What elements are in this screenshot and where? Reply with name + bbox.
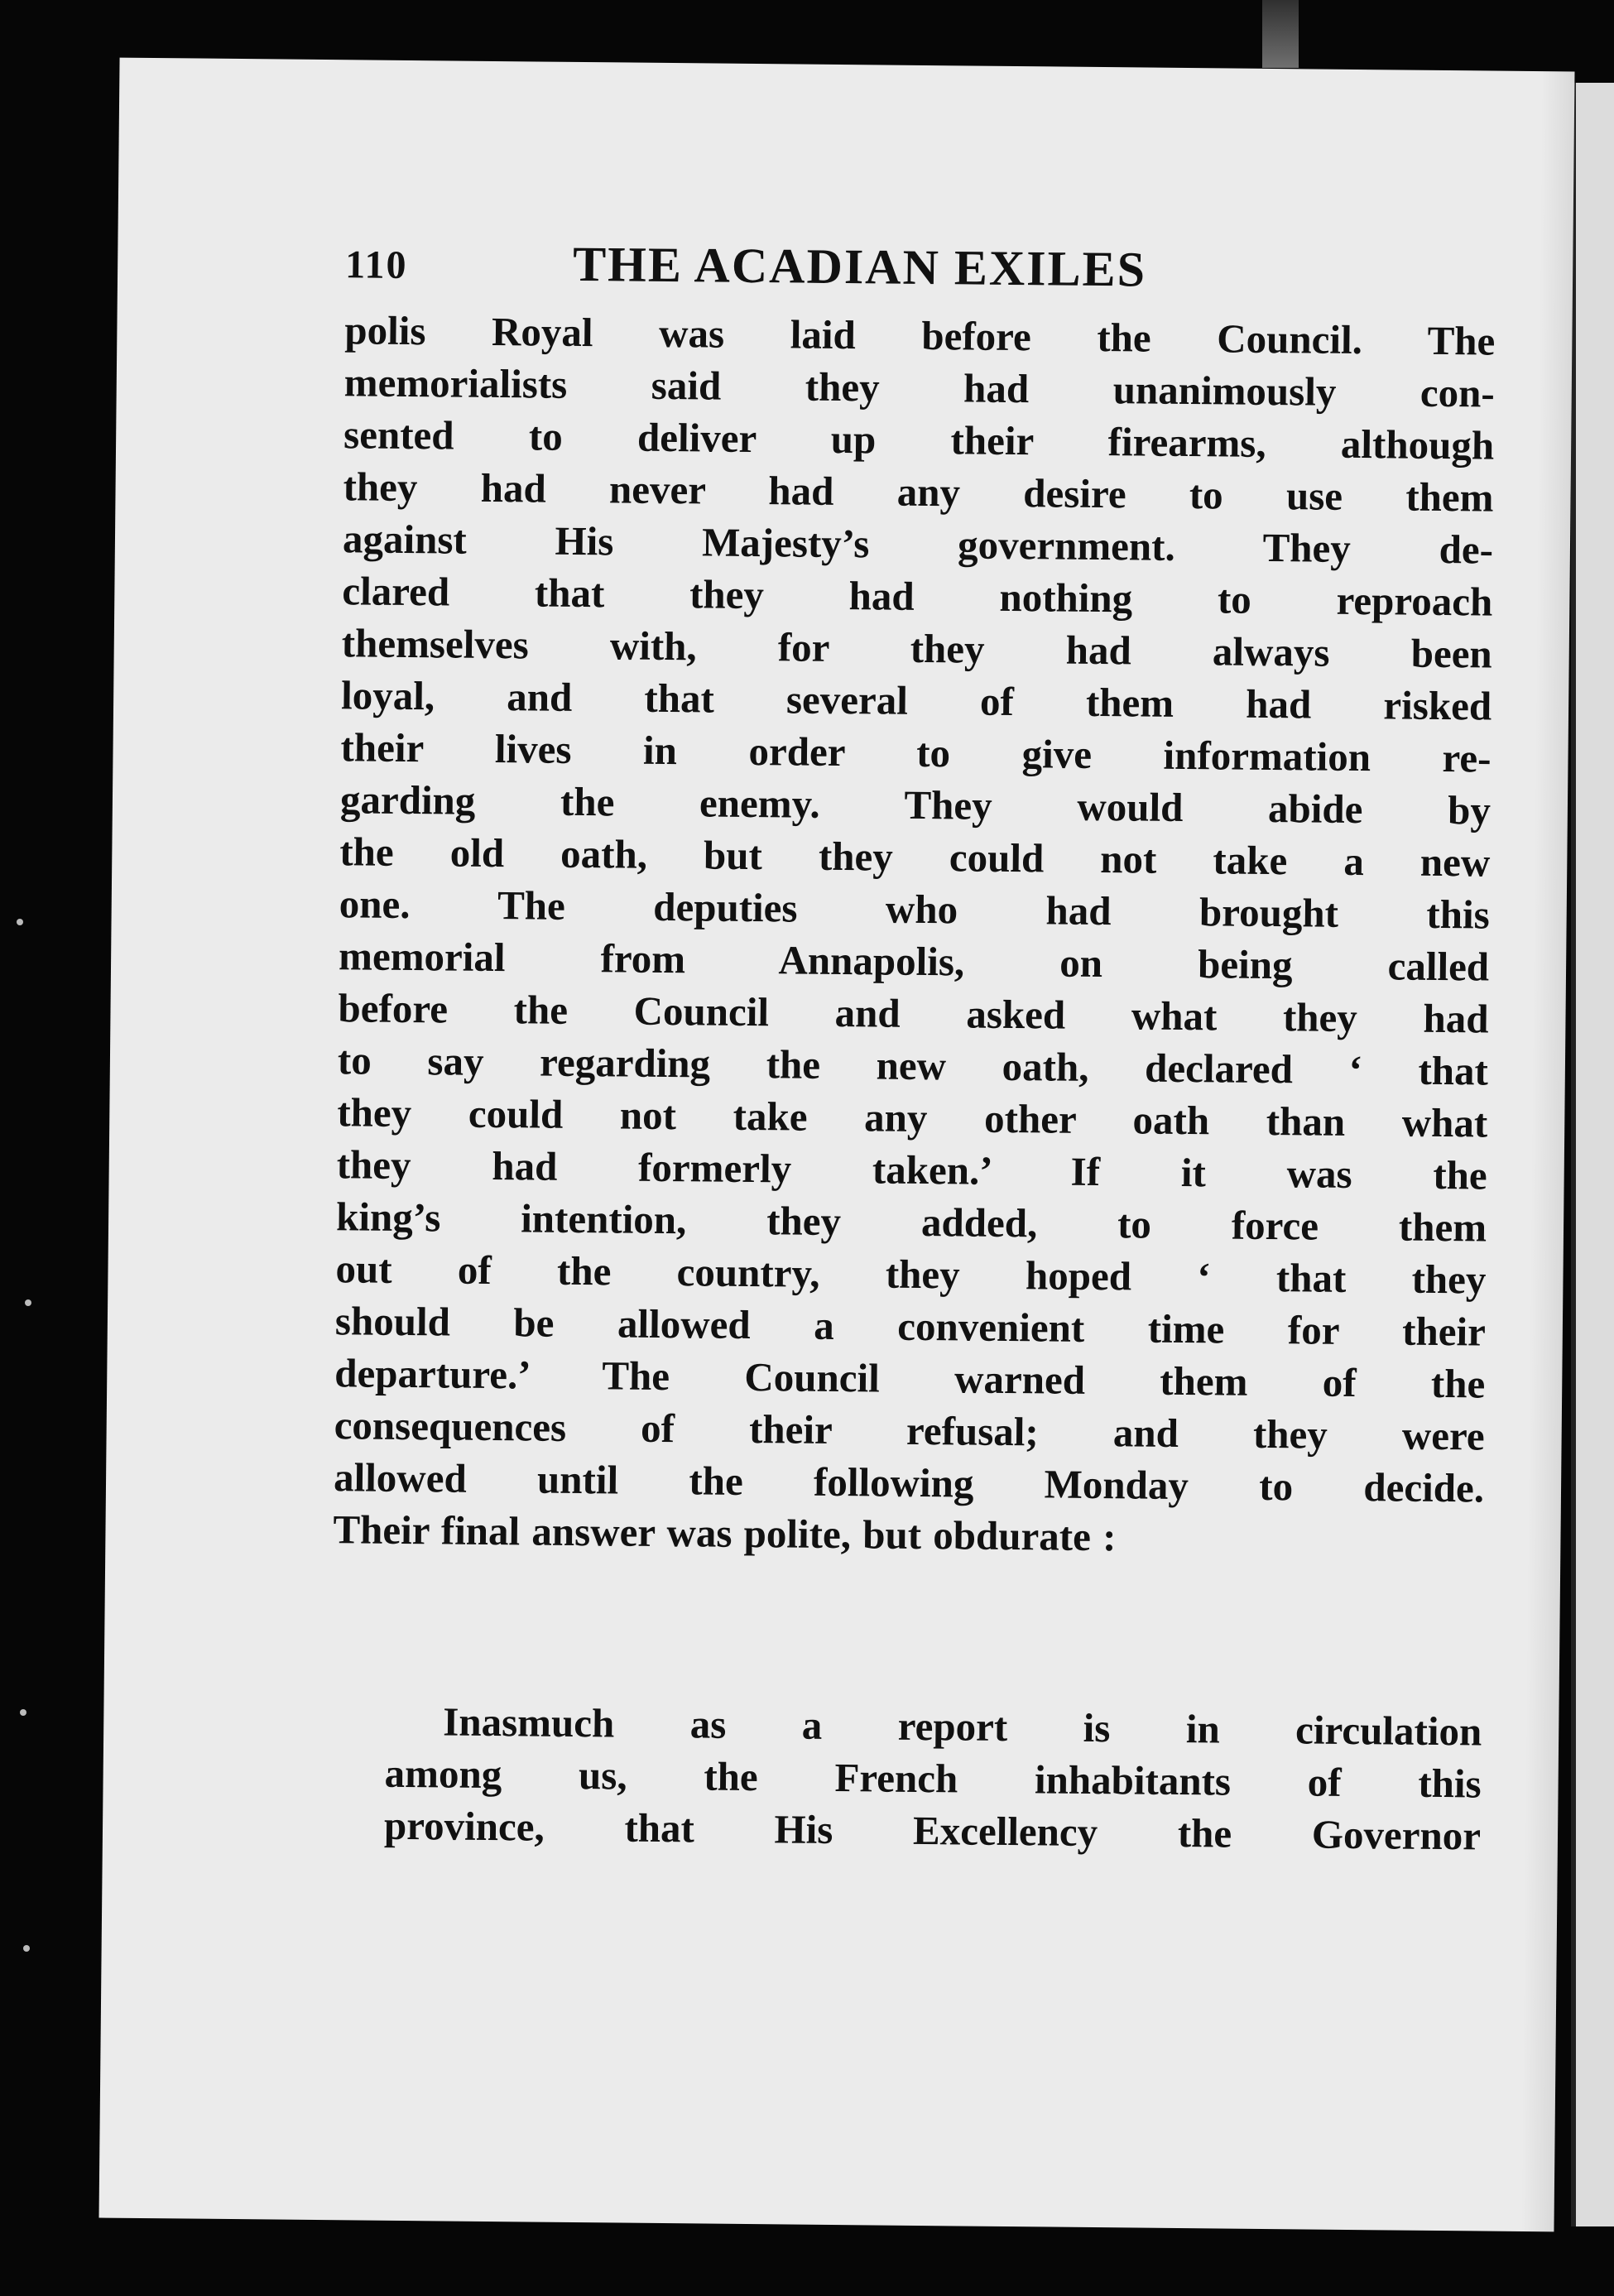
- scan-speck: [20, 1709, 26, 1716]
- scan-speck: [25, 1299, 31, 1306]
- text-line: one. The deputies who had brought this: [339, 881, 1490, 938]
- text-line: loyal, and that several of them had risked: [340, 672, 1492, 729]
- text-line: Their final answer was polite, but obdurate :: [333, 1506, 1117, 1560]
- text-line: they had never had any desire to use them: [343, 464, 1494, 521]
- text-line: out of the country, they hoped ‘ that they: [335, 1246, 1487, 1303]
- text-line: before the Council and asked what they had: [338, 985, 1489, 1042]
- text-line: consequences of their refusal; and they were: [334, 1402, 1485, 1459]
- text-line: sented to deliver up their firearms, although: [343, 411, 1495, 468]
- text-line: they had formerly taken.’ If it was the: [336, 1141, 1487, 1198]
- quote-line: province, that His Excellency the Governor: [383, 1802, 1482, 1859]
- scan-speck: [17, 919, 23, 925]
- block-quote: [384, 1695, 1482, 1862]
- body-paragraph: [333, 304, 1495, 1566]
- quote-line: among us, the French inhabitants of this: [384, 1750, 1482, 1807]
- text-line: departure.’ The Council warned them of the: [334, 1350, 1486, 1407]
- quote-line: Inasmuch as a report is in circulation: [443, 1698, 1482, 1755]
- book-title: THE ACADIAN EXILES: [572, 236, 1147, 297]
- text-line: should be allowed a convenient time for their: [334, 1298, 1487, 1355]
- text-line: their lives in order to give information re-: [340, 724, 1492, 781]
- scan-artifact: [1262, 0, 1299, 68]
- text-line: memorialists said they had unanimously con-: [343, 359, 1496, 416]
- running-head: [345, 233, 1331, 309]
- text-line: polis Royal was laid before the Council. The: [344, 307, 1496, 364]
- text-line: clared that they had nothing to reproach: [342, 568, 1493, 625]
- text-line: they could not take any other oath than what: [337, 1089, 1488, 1146]
- text-line: king’s intention, they added, to force them: [335, 1194, 1487, 1251]
- text-line: memorial from Annapolis, on being called: [338, 933, 1490, 990]
- text-line: to say regarding the new oath, declared ‘ that: [337, 1037, 1489, 1094]
- text-line: the old oath, but they could not take a new: [339, 829, 1491, 886]
- facing-page-edge: [1571, 83, 1614, 2226]
- text-line: against His Majesty’s government. They de-: [342, 516, 1494, 573]
- page-number: 110: [344, 243, 408, 287]
- scan-speck: [23, 1945, 30, 1952]
- text-line: garding the enemy. They would abide by: [339, 776, 1492, 833]
- text-line: themselves with, for they had always been: [341, 620, 1492, 677]
- book-page: [99, 58, 1575, 2232]
- text-line: allowed until the following Monday to decide.: [333, 1454, 1485, 1511]
